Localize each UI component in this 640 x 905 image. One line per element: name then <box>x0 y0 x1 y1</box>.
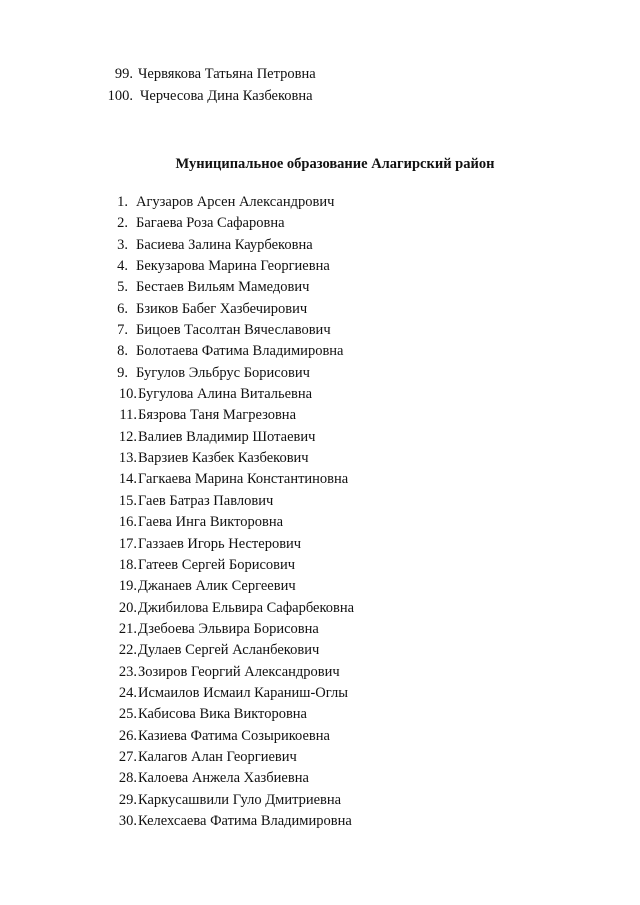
list-item-number: 14. <box>118 471 137 488</box>
list-item-name: Бестаев Вильям Мамедович <box>136 279 310 296</box>
list-item <box>0 341 640 362</box>
list-item <box>0 726 640 747</box>
list-item-name: Бугулов Эльбрус Борисович <box>136 364 310 381</box>
list-item <box>0 491 640 512</box>
list-item <box>0 662 640 683</box>
list-item <box>0 256 640 277</box>
list-item-name: Зозиров Георгий Александрович <box>138 663 340 680</box>
list-item-name: Гаев Батраз Павлович <box>138 492 274 509</box>
list-item-number: 13. <box>118 450 137 467</box>
list-item <box>0 704 640 725</box>
list-item-name: Багаева Роза Сафаровна <box>136 215 285 232</box>
list-item-name: Валиев Владимир Шотаевич <box>138 428 316 445</box>
list-item-number: 23. <box>118 663 137 680</box>
list-item <box>0 427 640 448</box>
list-item <box>0 405 640 426</box>
list-item-name: Агузаров Арсен Александрович <box>136 194 335 210</box>
list-item <box>0 213 640 234</box>
list-item <box>0 320 640 341</box>
list-item <box>0 790 640 811</box>
list-item <box>0 534 640 555</box>
list-item <box>0 576 640 597</box>
list-item-name: Бзиков Бабег Хазбечирович <box>136 300 308 317</box>
list-item <box>0 747 640 768</box>
municipality-list <box>0 192 640 832</box>
list-item-number: 10. <box>118 386 137 403</box>
list-item-name: Джибилова Ельвира Сафарбековна <box>138 599 355 616</box>
list-item-number: 28. <box>118 770 137 787</box>
list-item-number: 15. <box>118 492 137 509</box>
list-item-number: 24. <box>118 684 137 701</box>
list-item-name: Келехсаева Фатима Владимировна <box>138 812 352 829</box>
list-item <box>0 64 640 86</box>
list-item <box>0 277 640 298</box>
list-item-name: Кабисова Вика Викторовна <box>138 706 307 723</box>
section-heading: Муниципальное образование Алагирский район <box>175 156 495 172</box>
list-item-number: 6. <box>117 300 128 317</box>
list-item-name: Дзебоева Эльвира Борисовна <box>138 620 319 637</box>
list-item-number: 22. <box>118 642 137 659</box>
list-item-name: Джанаев Алик Сергеевич <box>138 578 296 595</box>
list-item-name: Червякова Татьяна Петровна <box>138 66 316 82</box>
list-item-number: 11. <box>119 407 137 424</box>
list-item-number: 12. <box>118 428 137 445</box>
list-item-number: 99. <box>114 66 133 82</box>
list-item-name: Каркусашвили Гуло Дмитриевна <box>138 791 342 808</box>
list-item <box>0 469 640 490</box>
list-item-number: 4. <box>117 258 128 275</box>
list-item-name: Гагкаева Марина Константиновна <box>138 471 349 488</box>
list-item-number: 7. <box>117 322 128 339</box>
list-item <box>0 640 640 661</box>
list-item-number: 21. <box>118 620 137 637</box>
list-item <box>0 555 640 576</box>
list-item-name: Бекузарова Марина Георгиевна <box>136 258 330 275</box>
list-item-name: Казиева Фатима Созырикоевна <box>138 727 330 744</box>
list-item-name: Калагов Алан Георгиевич <box>138 748 297 765</box>
list-item-name: Варзиев Казбек Казбекович <box>138 450 309 467</box>
list-item-name: Бязрова Таня Магрезовна <box>138 407 296 424</box>
list-item-name: Бицоев Тасолтан Вячеславович <box>136 322 331 339</box>
list-item-number: 17. <box>118 535 137 552</box>
list-item <box>0 683 640 704</box>
continued-list <box>0 64 640 107</box>
list-item-name: Дулаев Сергей Асланбекович <box>138 642 320 659</box>
list-item <box>0 384 640 405</box>
list-item <box>0 363 640 384</box>
list-item-number: 19. <box>118 578 137 595</box>
list-item-name: Черчесова Дина Казбековна <box>140 87 313 104</box>
list-item <box>0 619 640 640</box>
list-item-number: 20. <box>118 599 137 616</box>
list-item-number: 100. <box>107 87 133 104</box>
list-item-number: 1. <box>117 194 128 210</box>
list-item <box>0 235 640 256</box>
list-item <box>0 86 640 108</box>
list-item-number: 30. <box>118 812 137 829</box>
list-item-number: 3. <box>117 236 128 253</box>
list-item <box>0 448 640 469</box>
list-item-name: Гатеев Сергей Борисович <box>138 556 296 573</box>
list-item-number: 29. <box>118 791 137 808</box>
list-item-number: 26. <box>118 727 137 744</box>
list-item <box>0 598 640 619</box>
list-item-number: 9. <box>117 364 128 381</box>
list-item-name: Газзаев Игорь Нестерович <box>138 535 302 552</box>
list-item <box>0 192 640 213</box>
list-item <box>0 512 640 533</box>
list-item-number: 18. <box>118 556 137 573</box>
list-item-number: 16. <box>118 514 137 531</box>
list-item <box>0 811 640 832</box>
list-item-name: Бугулова Алина Витальевна <box>138 386 313 403</box>
list-item-number: 27. <box>118 748 137 765</box>
list-item-name: Калоева Анжела Хазбиевна <box>138 770 309 787</box>
list-item-number: 8. <box>117 343 128 360</box>
list-item-number: 25. <box>118 706 137 723</box>
list-item <box>0 299 640 320</box>
list-item-name: Болотаева Фатима Владимировна <box>136 343 344 360</box>
list-item <box>0 768 640 789</box>
list-item-number: 5. <box>117 279 128 296</box>
list-item-name: Гаева Инга Викторовна <box>138 514 284 531</box>
list-item-number: 2. <box>117 215 128 232</box>
list-item-name: Басиева Залина Каурбековна <box>136 236 313 253</box>
list-item-name: Исмаилов Исмаил Караниш-Оглы <box>138 684 348 701</box>
